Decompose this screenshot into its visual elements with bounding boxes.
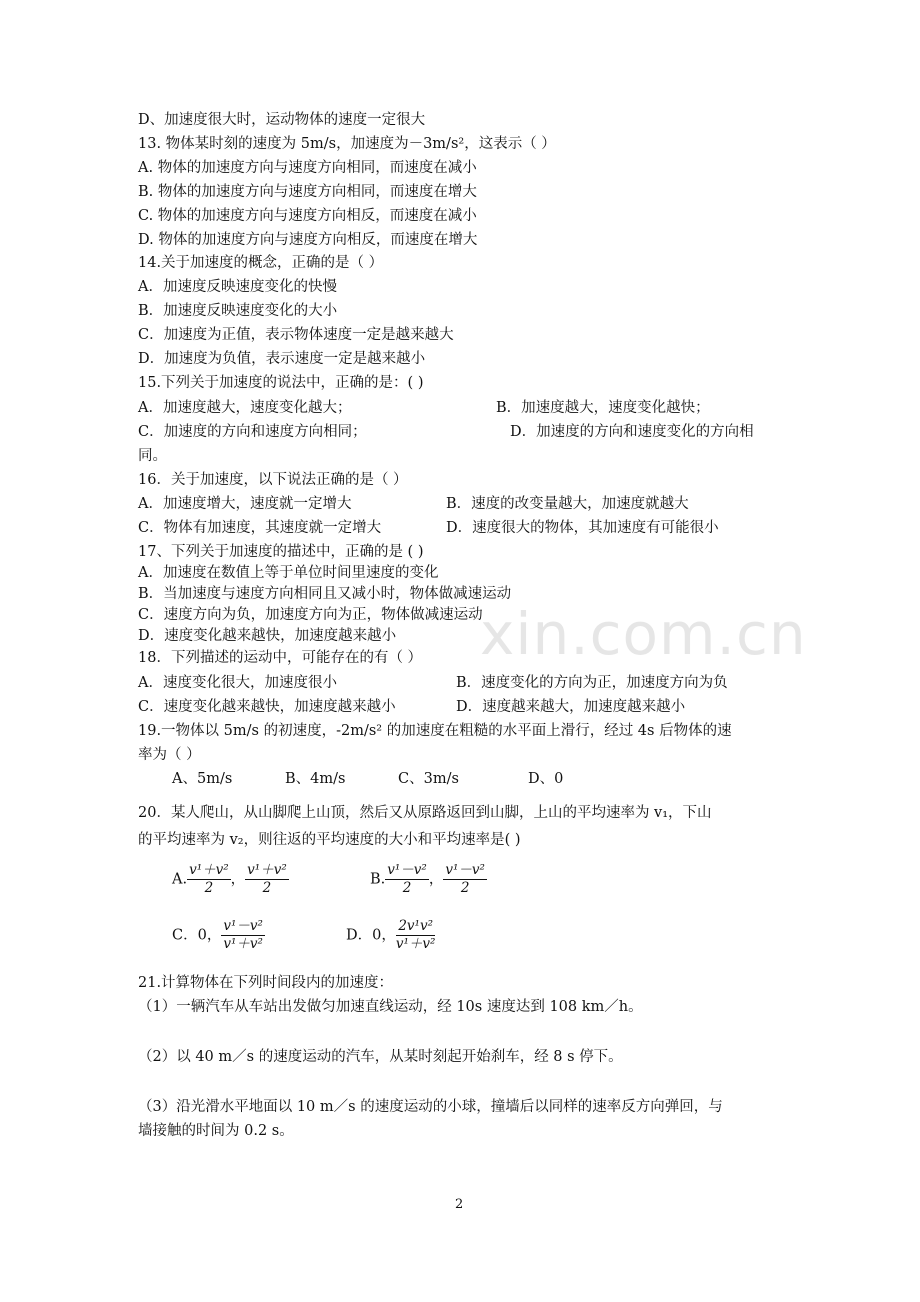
fraction bbox=[396, 918, 436, 953]
text-line: （1）一辆汽车从车站出发做匀加速直线运动，经 10s 速度达到 108 km／h。 bbox=[138, 999, 643, 1015]
text-line: 21.计算物体在下列时间段内的加速度： bbox=[138, 975, 394, 991]
option-d-label: D．0， bbox=[346, 927, 396, 944]
fraction bbox=[385, 862, 429, 897]
option-text: D．速度越来越大，加速度越来越小 bbox=[456, 699, 686, 715]
fraction bbox=[187, 862, 231, 897]
watermark: xin.com.cn bbox=[480, 600, 807, 668]
fraction-numerator: v¹＋v² bbox=[189, 862, 229, 878]
fraction-numerator: v¹－v² bbox=[445, 862, 485, 878]
fraction-denominator: 2 bbox=[204, 880, 214, 896]
text-line: （2）以 40 m／s 的速度运动的汽车，从某时刻起开始刹车，经 8 s 停下。 bbox=[138, 1049, 623, 1065]
fraction-numerator: v¹－v² bbox=[387, 862, 427, 878]
text-line: 14.关于加速度的概念，正确的是（ ） bbox=[138, 255, 384, 271]
text-line: C. 物体的加速度方向与速度方向相反，而速度在减小 bbox=[138, 208, 477, 224]
question-20-option-b bbox=[370, 862, 487, 897]
option-text: D．加速度的方向和速度变化的方向相 bbox=[510, 424, 754, 440]
text-line: 17、下列关于加速度的描述中，正确的是 ( ) bbox=[138, 544, 424, 560]
option-text: D、0 bbox=[528, 771, 564, 787]
question-20-option-a bbox=[172, 862, 289, 897]
option-b-label: B. bbox=[370, 871, 386, 888]
text-line: A. 物体的加速度方向与速度方向相同，而速度在减小 bbox=[138, 160, 477, 176]
option-text: A．加速度越大，速度变化越大； bbox=[138, 400, 352, 416]
option-text: B．速度的改变量越大，加速度就越大 bbox=[446, 496, 689, 512]
text-line: 16．关于加速度，以下说法正确的是（ ） bbox=[138, 472, 408, 488]
text-line: （3）沿光滑水平地面以 10 m／s 的速度运动的小球，撞墙后以同样的速率反方向弹回，与 bbox=[138, 1099, 723, 1115]
fraction-denominator: 2 bbox=[402, 880, 412, 896]
text-line: 18．下列描述的运动中，可能存在的有（ ） bbox=[138, 650, 423, 666]
option-text: B．加速度越大，速度变化越快； bbox=[496, 400, 710, 416]
text-line: 13. 物体某时刻的速度为 5m/s，加速度为－3m/s²，这表示（ ） bbox=[138, 136, 556, 152]
option-text: C．速度变化越来越快，加速度越来越小 bbox=[138, 699, 396, 715]
text-line: D．加速度为负值，表示速度一定是越来越小 bbox=[138, 351, 426, 367]
text-line: C．速度方向为负，加速度方向为正，物体做减速运动 bbox=[138, 607, 483, 623]
question-20-option-d bbox=[346, 918, 435, 953]
text-line: 15.下列关于加速度的说法中，正确的是：( ) bbox=[138, 375, 424, 391]
text-line: D、加速度很大时，运动物体的速度一定很大 bbox=[138, 112, 426, 128]
option-text: C．加速度的方向和速度方向相同； bbox=[138, 424, 367, 440]
option-text: C、3m/s bbox=[398, 771, 459, 787]
fraction-denominator: v¹＋v² bbox=[223, 936, 263, 952]
text-line: 19.一物体以 5m/s 的初速度，-2m/s² 的加速度在粗糙的水平面上滑行，经过 4s 后物体的速 bbox=[138, 723, 732, 739]
question-20-option-c bbox=[172, 918, 265, 953]
option-text: B．速度变化的方向为正，加速度方向为负 bbox=[456, 675, 728, 691]
text-line: A．加速度在数值上等于单位时间里速度的变化 bbox=[138, 565, 439, 581]
option-c-label: C．0， bbox=[172, 927, 222, 944]
text-line: 率为（ ） bbox=[138, 747, 201, 763]
text-line: B．加速度反映速度变化的大小 bbox=[138, 303, 338, 319]
fraction-denominator: 2 bbox=[262, 880, 272, 896]
text-line: 墙接触的时间为 0.2 s。 bbox=[138, 1123, 294, 1139]
text-line: D．速度变化越来越快，加速度越来越小 bbox=[138, 628, 397, 644]
question-20-line-1: 20．某人爬山，从山脚爬上山顶，然后又从原路返回到山脚，上山的平均速率为 v₁，下山 bbox=[138, 805, 712, 821]
text-line: 同。 bbox=[138, 448, 167, 464]
option-text: A、5m/s bbox=[172, 771, 233, 787]
text-line: B．当加速度与速度方向相同且又减小时，物体做减速运动 bbox=[138, 586, 512, 602]
fraction bbox=[443, 862, 487, 897]
text-line: A．加速度反映速度变化的快慢 bbox=[138, 279, 337, 295]
option-a-label: A. bbox=[172, 871, 188, 888]
text-line: C．加速度为正值，表示物体速度一定是越来越大 bbox=[138, 327, 454, 343]
option-text: A．速度变化很大，加速度很小 bbox=[138, 675, 337, 691]
fraction-numerator: v¹＋v² bbox=[247, 862, 287, 878]
separator: ， bbox=[230, 871, 246, 888]
question-20-line-2: 的平均速率为 v₂，则往返的平均速度的大小和平均速率是( ) bbox=[138, 832, 521, 848]
fraction-denominator: 2 bbox=[460, 880, 470, 896]
fraction-numerator: 2v¹v² bbox=[396, 918, 436, 936]
option-text: A．加速度增大，速度就一定增大 bbox=[138, 496, 352, 512]
page-number: 2 bbox=[455, 1197, 464, 1212]
option-text: C．物体有加速度，其速度就一定增大 bbox=[138, 520, 382, 536]
fraction bbox=[245, 862, 289, 897]
fraction-numerator: v¹－v² bbox=[223, 918, 263, 934]
fraction bbox=[221, 918, 265, 953]
fraction-denominator: v¹＋v² bbox=[395, 936, 436, 952]
text-line: B. 物体的加速度方向与速度方向相同，而速度在增大 bbox=[138, 184, 477, 200]
option-text: B、4m/s bbox=[285, 771, 346, 787]
separator: ， bbox=[428, 871, 444, 888]
option-text: D．速度很大的物体，其加速度有可能很小 bbox=[446, 520, 719, 536]
text-line: D. 物体的加速度方向与速度方向相反，而速度在增大 bbox=[138, 232, 478, 248]
